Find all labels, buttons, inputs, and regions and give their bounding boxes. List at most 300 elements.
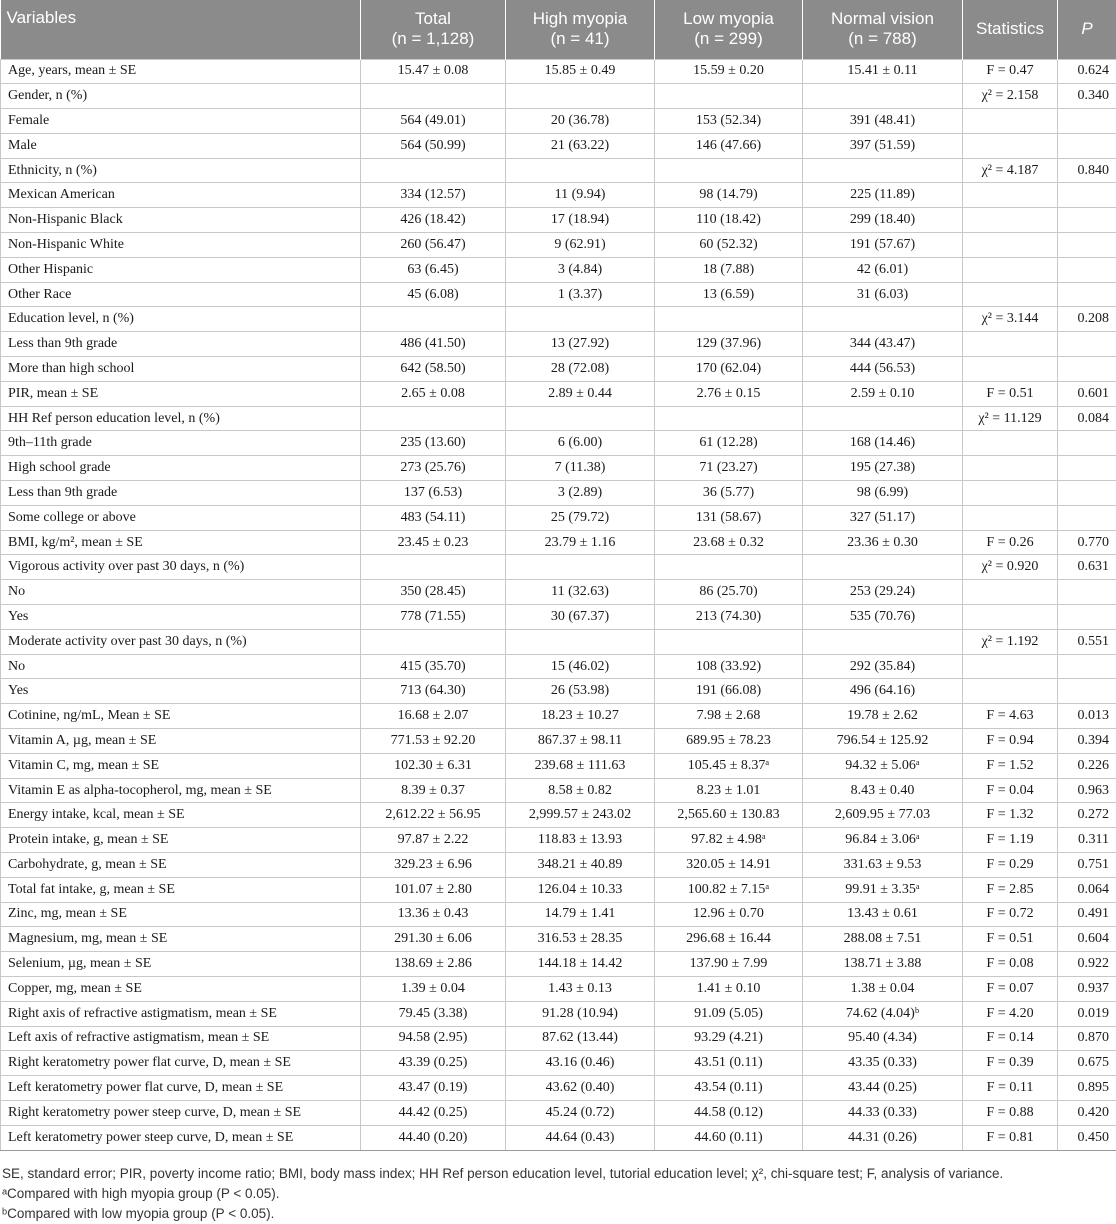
cell-statistics: F = 1.52 — [963, 753, 1058, 778]
cell-p-value — [1058, 183, 1116, 208]
footnote-abbreviations: SE, standard error; PIR, poverty income ratio; BMI, body mass index; HH Ref person education level, tutorial education level; χ², chi-square test; F, analysis of variance. — [2, 1166, 1004, 1181]
cell-statistics — [963, 654, 1058, 679]
cell-total: 43.39 (0.25) — [361, 1051, 506, 1076]
header-variables: Variables — [1, 0, 361, 59]
cell-normal-vision: 44.33 (0.33) — [803, 1100, 963, 1125]
cell-statistics: F = 0.51 — [963, 381, 1058, 406]
cell-statistics: F = 2.85 — [963, 877, 1058, 902]
cell-variable: Left keratometry power flat curve, D, mean ± SE — [1, 1076, 361, 1101]
table-row — [1, 233, 1116, 258]
cell-statistics: F = 0.29 — [963, 853, 1058, 878]
cell-statistics: F = 0.47 — [963, 59, 1058, 84]
table-row — [1, 952, 1116, 977]
cell-variable: Zinc, mg, mean ± SE — [1, 902, 361, 927]
cell-low-myopia: 13 (6.59) — [655, 282, 803, 307]
cell-variable: PIR, mean ± SE — [1, 381, 361, 406]
cell-p-value: 0.770 — [1058, 530, 1116, 555]
table-row — [1, 481, 1116, 506]
cell-p-value — [1058, 109, 1116, 134]
cell-normal-vision: 2.59 ± 0.10 — [803, 381, 963, 406]
table-row — [1, 654, 1116, 679]
table-row — [1, 927, 1116, 952]
cell-statistics — [963, 456, 1058, 481]
cell-statistics: F = 0.04 — [963, 778, 1058, 803]
cell-high-myopia — [506, 84, 655, 109]
table-row — [1, 629, 1116, 654]
cell-high-myopia: 21 (63.22) — [506, 133, 655, 158]
cell-high-myopia: 1.43 ± 0.13 — [506, 976, 655, 1001]
cell-high-myopia: 20 (36.78) — [506, 109, 655, 134]
header-total-label: Total — [415, 9, 451, 29]
cell-statistics: χ² = 2.158 — [963, 84, 1058, 109]
cell-total: 63 (6.45) — [361, 257, 506, 282]
cell-p-value: 0.450 — [1058, 1125, 1116, 1150]
cell-variable: Left keratometry power steep curve, D, mean ± SE — [1, 1125, 361, 1150]
table-row — [1, 332, 1116, 357]
cell-low-myopia: 131 (58.67) — [655, 505, 803, 530]
table-row — [1, 753, 1116, 778]
cell-statistics — [963, 133, 1058, 158]
cell-high-myopia: 13 (27.92) — [506, 332, 655, 357]
header-low-n: (n = 299) — [694, 29, 763, 49]
cell-total: 564 (49.01) — [361, 109, 506, 134]
cell-high-myopia: 9 (62.91) — [506, 233, 655, 258]
cell-p-value: 0.272 — [1058, 803, 1116, 828]
cell-high-myopia: 118.83 ± 13.93 — [506, 828, 655, 853]
cell-high-myopia: 11 (9.94) — [506, 183, 655, 208]
cell-total: 2.65 ± 0.08 — [361, 381, 506, 406]
table-row — [1, 456, 1116, 481]
cell-statistics — [963, 109, 1058, 134]
cell-total: 15.47 ± 0.08 — [361, 59, 506, 84]
cell-normal-vision — [803, 406, 963, 431]
table-row — [1, 257, 1116, 282]
cell-variable: Protein intake, g, mean ± SE — [1, 828, 361, 853]
cell-normal-vision: 444 (56.53) — [803, 357, 963, 382]
cell-normal-vision: 2,609.95 ± 77.03 — [803, 803, 963, 828]
cell-total: 45 (6.08) — [361, 282, 506, 307]
cell-statistics — [963, 208, 1058, 233]
cell-normal-vision — [803, 307, 963, 332]
footnote-a: ᵃCompared with high myopia group (P < 0.05). — [2, 1186, 280, 1201]
cell-normal-vision: 94.32 ± 5.06ᵃ — [803, 753, 963, 778]
cell-variable: Education level, n (%) — [1, 307, 361, 332]
cell-total: 94.58 (2.95) — [361, 1026, 506, 1051]
cell-variable: Cotinine, ng/mL, Mean ± SE — [1, 704, 361, 729]
cell-variable: BMI, kg/m², mean ± SE — [1, 530, 361, 555]
cell-p-value: 0.631 — [1058, 555, 1116, 580]
cell-total — [361, 307, 506, 332]
table-row — [1, 208, 1116, 233]
cell-p-value: 0.340 — [1058, 84, 1116, 109]
cell-total: 334 (12.57) — [361, 183, 506, 208]
cell-p-value: 0.084 — [1058, 406, 1116, 431]
cell-low-myopia: 60 (52.32) — [655, 233, 803, 258]
cell-normal-vision — [803, 629, 963, 654]
cell-variable: Vitamin C, mg, mean ± SE — [1, 753, 361, 778]
cell-high-myopia: 3 (2.89) — [506, 481, 655, 506]
cell-high-myopia: 2.89 ± 0.44 — [506, 381, 655, 406]
table-row — [1, 1076, 1116, 1101]
cell-variable: Mexican American — [1, 183, 361, 208]
cell-normal-vision: 168 (14.46) — [803, 431, 963, 456]
cell-high-myopia: 7 (11.38) — [506, 456, 655, 481]
cell-variable: Yes — [1, 679, 361, 704]
cell-low-myopia — [655, 84, 803, 109]
cell-high-myopia: 867.37 ± 98.11 — [506, 729, 655, 754]
table-row — [1, 803, 1116, 828]
cell-low-myopia: 689.95 ± 78.23 — [655, 729, 803, 754]
cell-normal-vision: 43.44 (0.25) — [803, 1076, 963, 1101]
cell-normal-vision: 99.91 ± 3.35ᵃ — [803, 877, 963, 902]
cell-variable: Copper, mg, mean ± SE — [1, 976, 361, 1001]
table-row — [1, 778, 1116, 803]
cell-p-value: 0.840 — [1058, 158, 1116, 183]
cell-statistics: F = 0.08 — [963, 952, 1058, 977]
cell-high-myopia: 3 (4.84) — [506, 257, 655, 282]
cell-total: 260 (56.47) — [361, 233, 506, 258]
cell-high-myopia: 30 (67.37) — [506, 605, 655, 630]
cell-statistics — [963, 233, 1058, 258]
cell-total: 713 (64.30) — [361, 679, 506, 704]
table-row — [1, 158, 1116, 183]
cell-statistics: F = 1.32 — [963, 803, 1058, 828]
cell-variable: Right keratometry power steep curve, D, mean ± SE — [1, 1100, 361, 1125]
cell-low-myopia — [655, 629, 803, 654]
cell-statistics: F = 0.94 — [963, 729, 1058, 754]
header-total — [361, 0, 506, 59]
cell-total: 43.47 (0.19) — [361, 1076, 506, 1101]
cell-low-myopia: 36 (5.77) — [655, 481, 803, 506]
table-row — [1, 902, 1116, 927]
cell-variable: Moderate activity over past 30 days, n (%) — [1, 629, 361, 654]
cell-p-value — [1058, 133, 1116, 158]
cell-p-value: 0.013 — [1058, 704, 1116, 729]
cell-total — [361, 629, 506, 654]
cell-normal-vision: 1.38 ± 0.04 — [803, 976, 963, 1001]
cell-variable: Some college or above — [1, 505, 361, 530]
cell-variable: Vitamin A, µg, mean ± SE — [1, 729, 361, 754]
cell-statistics — [963, 282, 1058, 307]
cell-low-myopia — [655, 406, 803, 431]
cell-low-myopia: 44.60 (0.11) — [655, 1125, 803, 1150]
cell-p-value: 0.208 — [1058, 307, 1116, 332]
cell-high-myopia: 25 (79.72) — [506, 505, 655, 530]
cell-p-value: 0.064 — [1058, 877, 1116, 902]
cell-p-value: 0.491 — [1058, 902, 1116, 927]
cell-p-value — [1058, 580, 1116, 605]
cell-normal-vision: 19.78 ± 2.62 — [803, 704, 963, 729]
cell-total: 486 (41.50) — [361, 332, 506, 357]
cell-normal-vision: 299 (18.40) — [803, 208, 963, 233]
cell-low-myopia: 108 (33.92) — [655, 654, 803, 679]
cell-p-value — [1058, 208, 1116, 233]
cell-normal-vision — [803, 84, 963, 109]
cell-variable: Selenium, µg, mean ± SE — [1, 952, 361, 977]
header-row — [1, 0, 1116, 59]
cell-p-value — [1058, 505, 1116, 530]
header-low-label: Low myopia — [683, 9, 774, 29]
cell-p-value: 0.394 — [1058, 729, 1116, 754]
cell-variable: Other Race — [1, 282, 361, 307]
cell-p-value: 0.751 — [1058, 853, 1116, 878]
cell-total: 44.40 (0.20) — [361, 1125, 506, 1150]
table-row — [1, 59, 1116, 84]
cell-low-myopia: 110 (18.42) — [655, 208, 803, 233]
cell-total — [361, 158, 506, 183]
cell-low-myopia: 91.09 (5.05) — [655, 1001, 803, 1026]
cell-low-myopia: 18 (7.88) — [655, 257, 803, 282]
header-low-myopia — [655, 0, 803, 59]
cell-p-value — [1058, 481, 1116, 506]
cell-normal-vision: 397 (51.59) — [803, 133, 963, 158]
cell-variable: Vigorous activity over past 30 days, n (%) — [1, 555, 361, 580]
cell-variable: Female — [1, 109, 361, 134]
cell-normal-vision: 195 (27.38) — [803, 456, 963, 481]
cell-low-myopia: 296.68 ± 16.44 — [655, 927, 803, 952]
table-row — [1, 828, 1116, 853]
cell-statistics: F = 0.72 — [963, 902, 1058, 927]
cell-total: 79.45 (3.38) — [361, 1001, 506, 1026]
table-row — [1, 282, 1116, 307]
cell-statistics — [963, 580, 1058, 605]
cell-variable: Male — [1, 133, 361, 158]
cell-statistics: χ² = 1.192 — [963, 629, 1058, 654]
cell-normal-vision: 391 (48.41) — [803, 109, 963, 134]
cell-low-myopia: 170 (62.04) — [655, 357, 803, 382]
cell-variable: High school grade — [1, 456, 361, 481]
cell-low-myopia: 86 (25.70) — [655, 580, 803, 605]
cell-p-value — [1058, 679, 1116, 704]
cell-normal-vision: 15.41 ± 0.11 — [803, 59, 963, 84]
cell-variable: Non-Hispanic Black — [1, 208, 361, 233]
cell-high-myopia — [506, 307, 655, 332]
cell-statistics: F = 0.07 — [963, 976, 1058, 1001]
cell-normal-vision — [803, 555, 963, 580]
cell-high-myopia: 26 (53.98) — [506, 679, 655, 704]
cell-high-myopia: 239.68 ± 111.63 — [506, 753, 655, 778]
cell-variable: 9th–11th grade — [1, 431, 361, 456]
cell-total: 329.23 ± 6.96 — [361, 853, 506, 878]
cell-statistics — [963, 183, 1058, 208]
cell-high-myopia: 14.79 ± 1.41 — [506, 902, 655, 927]
cell-p-value: 0.675 — [1058, 1051, 1116, 1076]
header-high-myopia — [506, 0, 655, 59]
cell-total: 778 (71.55) — [361, 605, 506, 630]
cell-low-myopia: 97.82 ± 4.98ᵃ — [655, 828, 803, 853]
cell-low-myopia: 1.41 ± 0.10 — [655, 976, 803, 1001]
table-row — [1, 406, 1116, 431]
table-row — [1, 183, 1116, 208]
cell-low-myopia: 213 (74.30) — [655, 605, 803, 630]
table-row — [1, 605, 1116, 630]
cell-normal-vision: 23.36 ± 0.30 — [803, 530, 963, 555]
table-row — [1, 679, 1116, 704]
cell-normal-vision: 331.63 ± 9.53 — [803, 853, 963, 878]
cell-low-myopia — [655, 555, 803, 580]
header-high-label: High myopia — [532, 9, 628, 29]
cell-low-myopia: 191 (66.08) — [655, 679, 803, 704]
cell-statistics: F = 0.88 — [963, 1100, 1058, 1125]
header-high-n: (n = 41) — [550, 29, 610, 49]
table-row — [1, 704, 1116, 729]
cell-variable: Left axis of refractive astigmatism, mean ± SE — [1, 1026, 361, 1051]
table-row — [1, 1026, 1116, 1051]
cell-normal-vision: 796.54 ± 125.92 — [803, 729, 963, 754]
cell-high-myopia — [506, 555, 655, 580]
cell-p-value: 0.922 — [1058, 952, 1116, 977]
table-row — [1, 505, 1116, 530]
table-row — [1, 133, 1116, 158]
cell-normal-vision: 191 (57.67) — [803, 233, 963, 258]
cell-p-value — [1058, 233, 1116, 258]
cell-total — [361, 555, 506, 580]
cell-high-myopia: 348.21 ± 40.89 — [506, 853, 655, 878]
cell-low-myopia: 320.05 ± 14.91 — [655, 853, 803, 878]
cell-high-myopia: 87.62 (13.44) — [506, 1026, 655, 1051]
cell-low-myopia: 61 (12.28) — [655, 431, 803, 456]
cell-normal-vision: 95.40 (4.34) — [803, 1026, 963, 1051]
cell-p-value — [1058, 282, 1116, 307]
cell-low-myopia: 153 (52.34) — [655, 109, 803, 134]
cell-high-myopia: 8.58 ± 0.82 — [506, 778, 655, 803]
cell-variable: Energy intake, kcal, mean ± SE — [1, 803, 361, 828]
cell-statistics — [963, 679, 1058, 704]
cell-statistics — [963, 357, 1058, 382]
cell-p-value: 0.963 — [1058, 778, 1116, 803]
cell-p-value: 0.019 — [1058, 1001, 1116, 1026]
cell-total: 102.30 ± 6.31 — [361, 753, 506, 778]
cell-statistics: χ² = 4.187 — [963, 158, 1058, 183]
cell-variable: No — [1, 580, 361, 605]
cell-low-myopia: 2,565.60 ± 130.83 — [655, 803, 803, 828]
cell-low-myopia: 129 (37.96) — [655, 332, 803, 357]
cell-total: 291.30 ± 6.06 — [361, 927, 506, 952]
cell-total: 415 (35.70) — [361, 654, 506, 679]
cell-total: 44.42 (0.25) — [361, 1100, 506, 1125]
cell-high-myopia: 11 (32.63) — [506, 580, 655, 605]
cell-total: 23.45 ± 0.23 — [361, 530, 506, 555]
header-normal-n: (n = 788) — [848, 29, 917, 49]
cell-normal-vision: 327 (51.17) — [803, 505, 963, 530]
cell-variable: Total fat intake, g, mean ± SE — [1, 877, 361, 902]
table-row — [1, 84, 1116, 109]
cell-low-myopia: 105.45 ± 8.37ᵃ — [655, 753, 803, 778]
cell-p-value: 0.870 — [1058, 1026, 1116, 1051]
cell-statistics: F = 0.14 — [963, 1026, 1058, 1051]
cell-p-value: 0.895 — [1058, 1076, 1116, 1101]
cell-normal-vision: 74.62 (4.04)ᵇ — [803, 1001, 963, 1026]
cell-statistics: χ² = 3.144 — [963, 307, 1058, 332]
table-row — [1, 976, 1116, 1001]
cell-high-myopia: 15.85 ± 0.49 — [506, 59, 655, 84]
cell-variable: Right keratometry power flat curve, D, mean ± SE — [1, 1051, 361, 1076]
table-row — [1, 555, 1116, 580]
table-row — [1, 109, 1116, 134]
table-row — [1, 381, 1116, 406]
cell-p-value — [1058, 605, 1116, 630]
cell-normal-vision: 44.31 (0.26) — [803, 1125, 963, 1150]
cell-p-value: 0.311 — [1058, 828, 1116, 853]
cell-variable: Non-Hispanic White — [1, 233, 361, 258]
header-p: P — [1058, 0, 1116, 59]
cell-statistics: χ² = 11.129 — [963, 406, 1058, 431]
cell-p-value — [1058, 257, 1116, 282]
cell-normal-vision: 138.71 ± 3.88 — [803, 952, 963, 977]
cell-high-myopia: 43.16 (0.46) — [506, 1051, 655, 1076]
cell-variable: Vitamin E as alpha-tocopherol, mg, mean ± SE — [1, 778, 361, 803]
cell-total: 97.87 ± 2.22 — [361, 828, 506, 853]
cell-statistics — [963, 481, 1058, 506]
table-row — [1, 431, 1116, 456]
header-normal-vision — [803, 0, 963, 59]
cell-statistics — [963, 257, 1058, 282]
cell-normal-vision: 96.84 ± 3.06ᵃ — [803, 828, 963, 853]
cell-low-myopia: 93.29 (4.21) — [655, 1026, 803, 1051]
cell-low-myopia: 44.58 (0.12) — [655, 1100, 803, 1125]
cell-low-myopia — [655, 158, 803, 183]
cell-p-value — [1058, 654, 1116, 679]
cell-variable: Ethnicity, n (%) — [1, 158, 361, 183]
table-row — [1, 1100, 1116, 1125]
cell-high-myopia: 45.24 (0.72) — [506, 1100, 655, 1125]
cell-statistics: χ² = 0.920 — [963, 555, 1058, 580]
cell-variable: No — [1, 654, 361, 679]
cell-p-value — [1058, 456, 1116, 481]
cell-normal-vision: 43.35 (0.33) — [803, 1051, 963, 1076]
cell-total: 771.53 ± 92.20 — [361, 729, 506, 754]
cell-normal-vision: 31 (6.03) — [803, 282, 963, 307]
cell-p-value: 0.420 — [1058, 1100, 1116, 1125]
table-row — [1, 580, 1116, 605]
cell-p-value: 0.624 — [1058, 59, 1116, 84]
cell-high-myopia: 28 (72.08) — [506, 357, 655, 382]
cell-total: 101.07 ± 2.80 — [361, 877, 506, 902]
cell-variable: Age, years, mean ± SE — [1, 59, 361, 84]
cell-low-myopia: 100.82 ± 7.15ᵃ — [655, 877, 803, 902]
cell-high-myopia: 126.04 ± 10.33 — [506, 877, 655, 902]
cell-low-myopia: 7.98 ± 2.68 — [655, 704, 803, 729]
cell-statistics — [963, 332, 1058, 357]
cell-variable: Gender, n (%) — [1, 84, 361, 109]
table-row — [1, 357, 1116, 382]
cell-normal-vision: 13.43 ± 0.61 — [803, 902, 963, 927]
cell-high-myopia: 6 (6.00) — [506, 431, 655, 456]
cell-normal-vision: 8.43 ± 0.40 — [803, 778, 963, 803]
cell-total: 483 (54.11) — [361, 505, 506, 530]
cell-low-myopia: 15.59 ± 0.20 — [655, 59, 803, 84]
cell-statistics — [963, 431, 1058, 456]
cell-normal-vision: 292 (35.84) — [803, 654, 963, 679]
cell-high-myopia: 2,999.57 ± 243.02 — [506, 803, 655, 828]
cell-normal-vision: 496 (64.16) — [803, 679, 963, 704]
cell-variable: Other Hispanic — [1, 257, 361, 282]
cell-low-myopia: 8.23 ± 1.01 — [655, 778, 803, 803]
cell-variable: Less than 9th grade — [1, 332, 361, 357]
cell-p-value: 0.226 — [1058, 753, 1116, 778]
cell-total: 235 (13.60) — [361, 431, 506, 456]
cell-total: 642 (58.50) — [361, 357, 506, 382]
cell-low-myopia: 23.68 ± 0.32 — [655, 530, 803, 555]
cell-normal-vision: 535 (70.76) — [803, 605, 963, 630]
cell-low-myopia — [655, 307, 803, 332]
cell-low-myopia: 98 (14.79) — [655, 183, 803, 208]
cell-statistics: F = 0.51 — [963, 927, 1058, 952]
cell-low-myopia: 43.54 (0.11) — [655, 1076, 803, 1101]
cell-high-myopia: 17 (18.94) — [506, 208, 655, 233]
cell-variable: Carbohydrate, g, mean ± SE — [1, 853, 361, 878]
cell-low-myopia: 2.76 ± 0.15 — [655, 381, 803, 406]
